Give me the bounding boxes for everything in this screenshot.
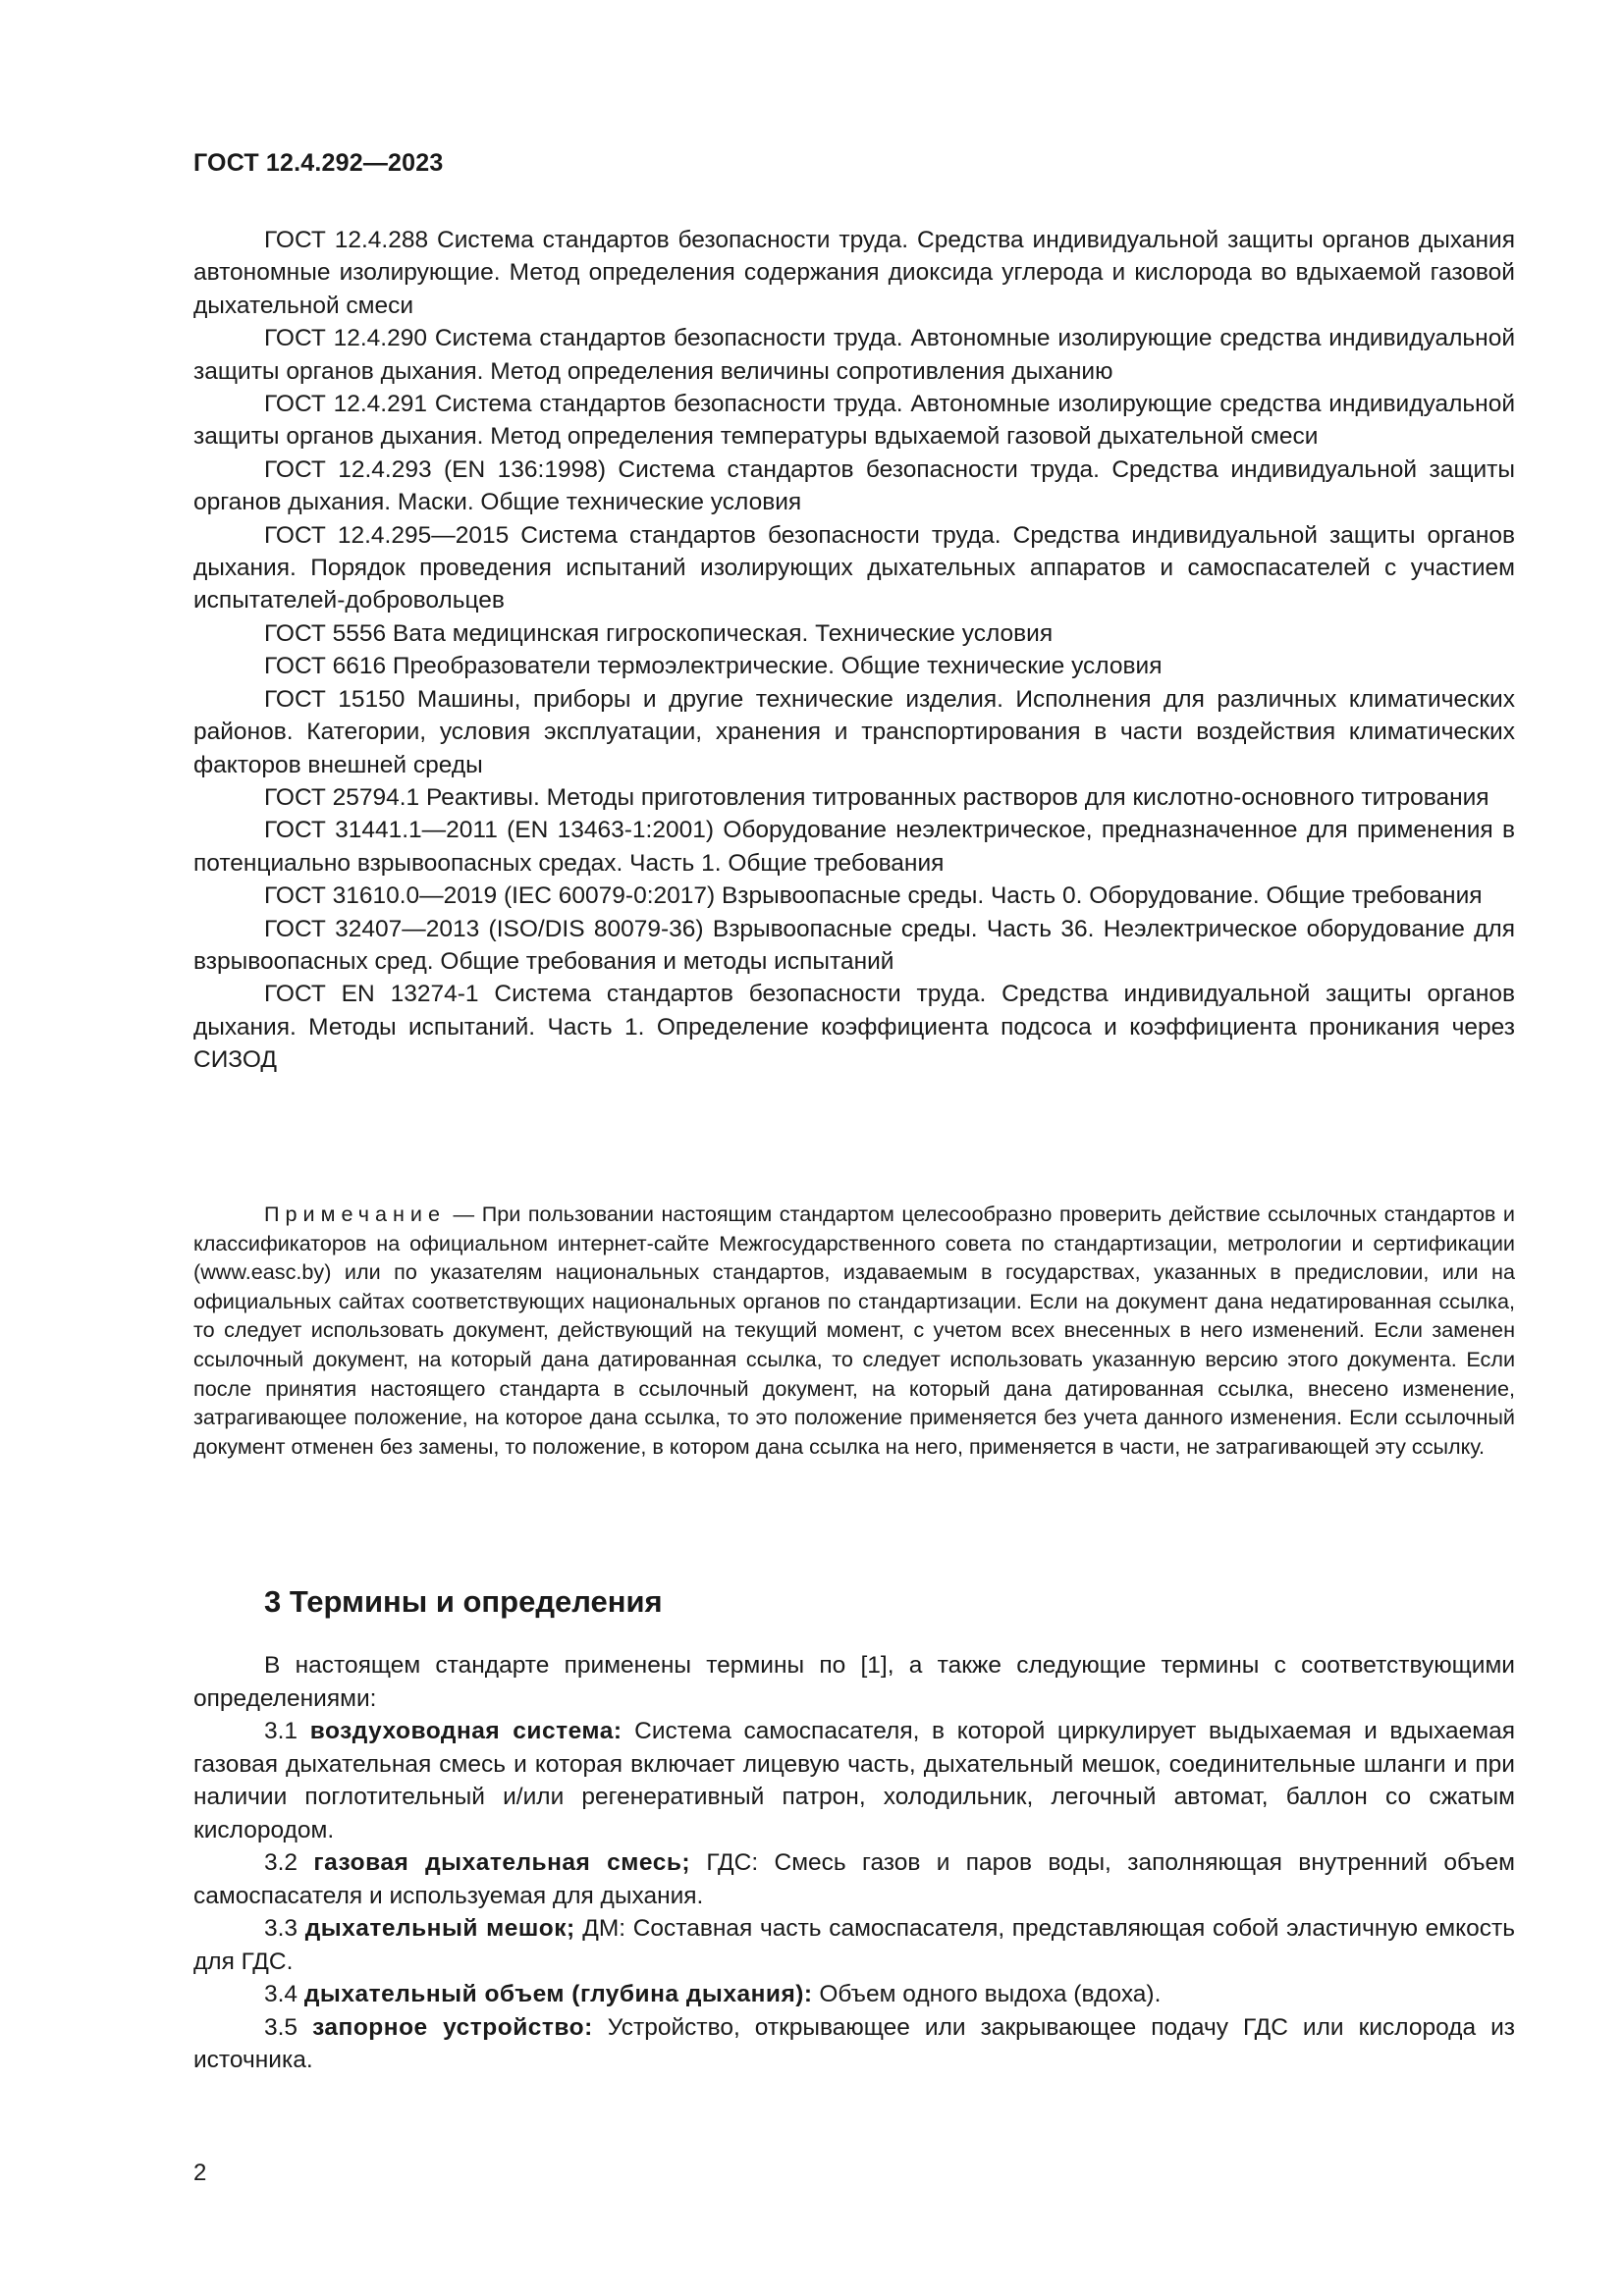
term-number: 3.1 — [264, 1718, 310, 1744]
normative-references-list — [193, 224, 1515, 1077]
reference-item: ГОСТ 12.4.291 Система стандартов безопасности труда. Автономные изолирующие средства индивидуальной защиты органов дыхания. Метод определения температуры вдыхаемой газовой дыхательной смеси — [193, 391, 1515, 451]
term-number: 3.3 — [264, 1915, 305, 1942]
reference-item: ГОСТ 31610.0—2019 (IEC 60079-0:2017) Взрывоопасные среды. Часть 0. Оборудование. Общие требования — [264, 882, 1483, 910]
term-definition: Объем одного выдоха (вдоха). — [812, 1981, 1162, 2007]
term-item — [193, 2011, 1515, 2077]
note-label: Примечание — [264, 1201, 446, 1226]
reference-item: ГОСТ 15150 Машины, приборы и другие технические изделия. Исполнения для различных климатических районов. Категории, условия эксплуатации, хранения и транспортирования в части воздействия климатических факторов внешней среды — [193, 685, 1515, 778]
reference-item: ГОСТ 25794.1 Реактивы. Методы приготовления титрованных растворов для кислотно-основного титрования — [264, 783, 1489, 811]
term-number: 3.2 — [264, 1849, 314, 1876]
term-item — [193, 1846, 1515, 1912]
note-text: — При пользовании настоящим стандартом целесообразно проверить действие ссылочных стандартов и классификаторов на официальном интернет-сайте Межгосударственного совета по стандартизации, метрологии и сертификации (www.easc.by) или по указателям национальных стандартов, издаваемым в государствах, указанных в предисловии, или на официальных сайтах соответствующих национальных органов по стандартизации. Если на документ дана недатированная ссылка, то следует использовать документ, действующий на текущий момент, с учетом всех внесенных в него изменений. Если заменен ссылочный документ, на который дана датированная ссылка, то следует использовать указанную версию этого документа. Если после принятия настоящего стандарта в ссылочный документ, на который дана датированная ссылка, внесено изменение, затрагивающее положение, на которое дана ссылка, то это положение применяется без учета данного изменения. Если ссылочный документ отменен без замены, то положение, в котором дана ссылка на него, применяется в части, не затрагивающей эту ссылку. — [193, 1201, 1515, 1459]
term-definition: Система самоспасателя, в которой циркулирует выдыхаемая и вдыхаемая газовая дыхательная смесь и которая включает лицевую часть, дыхательный мешок, соединительные шланги и при наличии поглотительный и/или регенеративный патрон, холодильник, легочный автомат, баллон со сжатым кислородом. — [193, 1718, 1515, 1843]
reference-item: ГОСТ 31441.1—2011 (EN 13463-1:2001) Оборудование неэлектрическое, предназначенное для применения в потенциально взрывоопасных средах. Часть 1. Общие требования — [193, 817, 1515, 877]
term-number: 3.5 — [264, 2013, 313, 2041]
reference-item: ГОСТ 12.4.288 Система стандартов безопасности труда. Средства индивидуальной защиты органов дыхания автономные изолирующие. Метод определения содержания диоксида углерода и кислорода во вдыхаемой газовой дыхательной смеси — [193, 227, 1515, 319]
reference-item: ГОСТ 12.4.290 Система стандартов безопасности труда. Автономные изолирующие средства индивидуальной защиты органов дыхания. Метод определения величины сопротивления дыханию — [193, 325, 1515, 385]
reference-item: ГОСТ 12.4.293 (EN 136:1998) Система стандартов безопасности труда. Средства индивидуальной защиты органов дыхания. Маски. Общие технические условия — [193, 455, 1515, 516]
page-number: 2 — [193, 2160, 207, 2186]
note-paragraph — [193, 1200, 1515, 1461]
term-definition: ДМ: Составная часть самоспасателя, представляющая собой эластичную емкость для ГДС. — [193, 1915, 1515, 1975]
reference-item: ГОСТ 6616 Преобразователи термоэлектрические. Общие технические условия — [264, 653, 1163, 680]
term-item — [193, 1912, 1515, 1978]
term-name: воздуховодная система: — [309, 1718, 623, 1744]
term-item — [193, 1978, 1515, 2011]
section-title: 3 Термины и определения — [264, 1584, 663, 1619]
reference-item: ГОСТ EN 13274-1 Система стандартов безопасности труда. Средства индивидуальной защиты органов дыхания. Методы испытаний. Часть 1. Определение коэффициента подсоса и коэффициента проникания через СИЗОД — [193, 981, 1515, 1074]
term-name: дыхательный мешок; — [304, 1915, 575, 1942]
term-definition: ГДС: Смесь газов и паров воды, заполняющая внутренний объем самоспасателя и используемая для дыхания. — [193, 1849, 1515, 1909]
term-name: дыхательный объем (глубина дыхания): — [303, 1981, 813, 2007]
reference-item: ГОСТ 32407—2013 (ISO/DIS 80079-36) Взрывоопасные среды. Часть 36. Неэлектрическое оборудование для взрывоопасных сред. Общие требования и методы испытаний — [193, 915, 1515, 975]
terms-list — [193, 1649, 1515, 2077]
term-number: 3.4 — [264, 1981, 304, 2007]
term-name: запорное устройство: — [312, 2013, 593, 2041]
term-name: газовая дыхательная смесь; — [313, 1849, 691, 1876]
reference-item: ГОСТ 5556 Вата медицинская гигроскопическая. Технические условия — [264, 619, 1054, 647]
reference-item: ГОСТ 12.4.295—2015 Система стандартов безопасности труда. Средства индивидуальной защиты органов дыхания. Порядок проведения испытаний изолирующих дыхательных аппаратов и самоспасателей с участием испытателей-добровольцев — [193, 521, 1515, 614]
document-code-header: ГОСТ 12.4.292—2023 — [193, 149, 444, 177]
term-definition: Устройство, открывающее или закрывающее подачу ГДС или кислорода из источника. — [193, 2013, 1516, 2073]
term-item — [193, 1715, 1515, 1846]
section-intro: В настоящем стандарте применены термины по [1], а также следующие термины с соответствующими определениями: — [193, 1652, 1515, 1712]
